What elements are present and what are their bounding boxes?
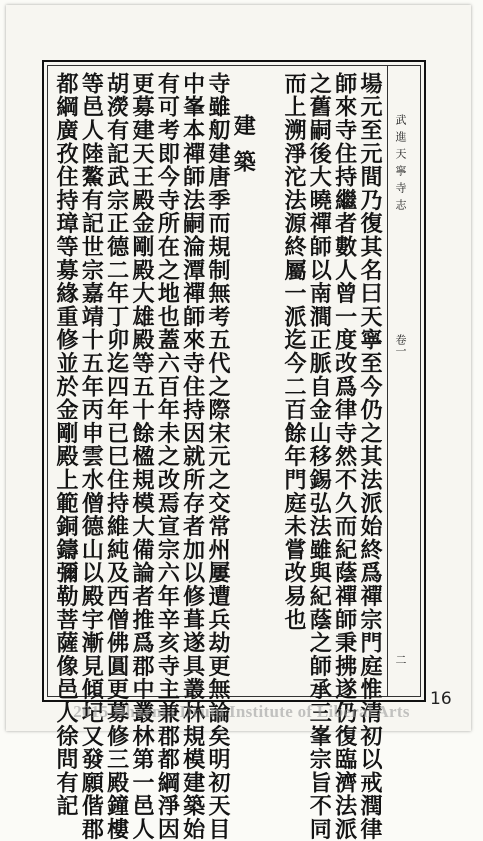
text-column-10: 更募建天王殿金剛殿大雄殿等五十餘楹規模大備論者推爲郡中叢林第一邑人 xyxy=(128,72,155,841)
text-column-4: 而上溯淨沱法源終屬一派迄今二百餘年門庭未嘗改易也 xyxy=(280,72,307,632)
watermark: 2015 Dharma Drum Institute of Liberal Arts xyxy=(73,702,410,721)
margin-column xyxy=(387,66,418,696)
section-heading: 建築 xyxy=(230,114,257,186)
text-column-7: 寺雖舠建唐季而規制無考五代之際宋元之交常州屢遭兵劫更無論矣明初天目 xyxy=(204,72,231,841)
leaf-number: 二 xyxy=(394,654,407,665)
text-column-13: 都綱廣孜住持璋等募緣重修並於金剛殿上範銅鑄彌勒菩薩像邑人徐問有記 xyxy=(53,72,79,818)
blank-column xyxy=(257,72,281,692)
text-column-1: 場元至元間乃復其名曰天寧至今仍之其法派始終爲禪宗門庭惟清初以戒潤律 xyxy=(356,72,383,841)
text-column-8: 中峯本禪師法嗣淪潭禪師來寺住持因就所存者加以修葺遂具叢林規模建築始 xyxy=(179,72,206,841)
text-column-12: 等邑人陸鰲有記世宗嘉靖十五年丙申雲水僧德山以殿宇漸見傾圮又發願偕郡 xyxy=(78,72,105,841)
text-column-9: 有可考即今寺所在之地也蓋六百年未之改焉宣宗六年辛亥寺主兼郡都綱淨因 xyxy=(154,72,181,841)
text-column-3: 之舊嗣後大曉禪師以南澗正脈自金山移錫弘法雖與紀蔭之師承三峯宗旨不同 xyxy=(306,72,333,841)
text-column-2: 師來寺住持繼者數人曾一度改爲律寺然不久而紀蔭禪師秉拂遂仍復臨濟法派 xyxy=(331,72,358,841)
page-number: 16 xyxy=(430,689,452,709)
book-title: 武進天寧寺志 xyxy=(394,114,407,216)
volume-label: 卷一 xyxy=(394,334,407,356)
book-page xyxy=(6,5,471,841)
text-column-11: 胡濙有記武宗正德二年丁卯迄四年已巳住持維純及西僧佛圓更募修三殿鐘樓 xyxy=(103,72,130,841)
